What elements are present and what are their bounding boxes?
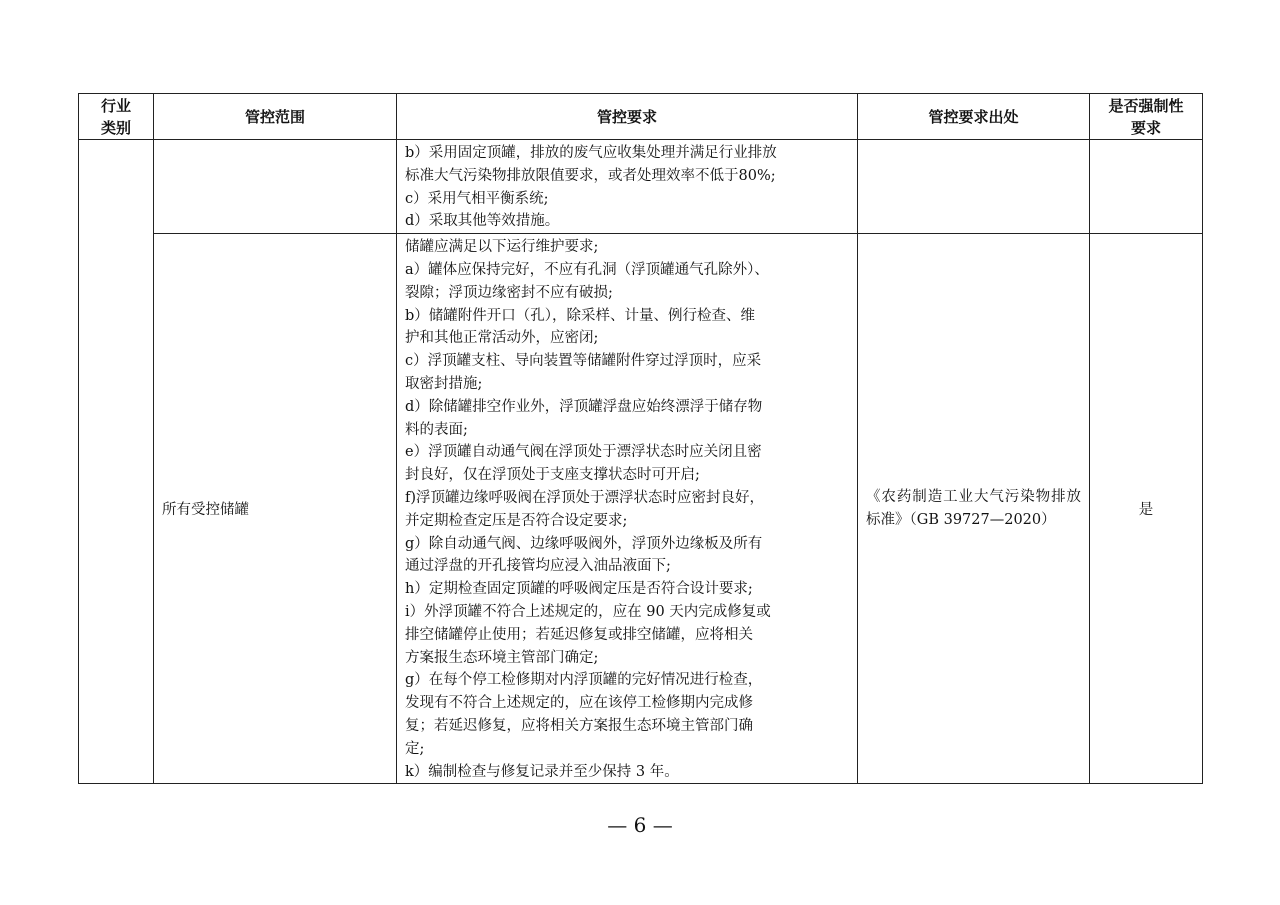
source-cell: 《农药制造工业大气污染物排放标准》（GB 39727—2020） xyxy=(858,234,1090,784)
requirement-line: b）储罐附件开口（孔），除采样、计量、例行检查、维 xyxy=(405,307,756,324)
requirement-line: 储罐应满足以下运行维护要求; xyxy=(405,239,599,256)
requirement-line: a）罐体应保持完好，不应有孔洞（浮顶罐通气孔除外）、 xyxy=(405,261,769,278)
requirement-line: i）外浮顶罐不符合上述规定的，应在 90 天内完成修复或 xyxy=(405,603,771,620)
requirement-line: 定; xyxy=(405,740,425,757)
header-row xyxy=(79,94,1203,140)
requirement-line: k）编制检查与修复记录并至少保持 3 年。 xyxy=(405,763,679,780)
source-cell xyxy=(858,140,1090,234)
header-industry: 行业 类别 xyxy=(79,94,154,140)
requirement-line: g）除自动通气阀、边缘呼吸阀外，浮顶外边缘板及所有 xyxy=(405,535,763,552)
header-requirement: 管控要求 xyxy=(397,94,858,140)
header-mandatory: 是否强制性 要求 xyxy=(1090,94,1203,140)
requirement-cell xyxy=(397,234,858,784)
requirement-line: h）定期检查固定顶罐的呼吸阀定压是否符合设计要求; xyxy=(405,581,753,598)
requirement-line: 发现有不符合上述规定的，应在该停工检修期内完成修 xyxy=(405,695,753,712)
requirement-line: 标准大气污染物排放限值要求，或者处理效率不低于80%; xyxy=(405,167,776,184)
requirement-line: g）在每个停工检修期对内浮顶罐的完好情况进行检查， xyxy=(405,672,763,689)
mandatory-cell: 是 xyxy=(1090,234,1203,784)
requirement-line: f)浮顶罐边缘呼吸阀在浮顶处于漂浮状态时应密封良好， xyxy=(405,489,765,506)
scope-cell xyxy=(154,140,397,234)
requirement-line: e）浮顶罐自动通气阀在浮顶处于漂浮状态时应关闭且密 xyxy=(405,444,762,461)
requirement-line: 取密封措施; xyxy=(405,375,483,392)
requirement-line: 排空储罐停止使用；若延迟修复或排空储罐，应将相关 xyxy=(405,626,753,643)
requirement-line: c）浮顶罐支柱、导向装置等储罐附件穿过浮顶时，应采 xyxy=(405,353,762,370)
requirement-line: 护和其他正常活动外，应密闭; xyxy=(405,330,599,347)
requirement-line: 封良好，仅在浮顶处于支座支撑状态时可开启; xyxy=(405,467,700,484)
requirement-line: 并定期检查定压是否符合设定要求; xyxy=(405,512,628,529)
header-scope: 管控范围 xyxy=(154,94,397,140)
mandatory-cell xyxy=(1090,140,1203,234)
requirement-line: d）除储罐排空作业外，浮顶罐浮盘应始终漂浮于储存物 xyxy=(405,398,763,415)
requirement-line: 复；若延迟修复，应将相关方案报生态环境主管部门确 xyxy=(405,717,753,734)
table-row xyxy=(79,234,1203,784)
requirement-line: c）采用气相平衡系统; xyxy=(405,190,549,207)
requirement-line: 方案报生态环境主管部门确定; xyxy=(405,649,599,666)
requirement-line: 通过浮盘的开孔接管均应浸入油品液面下; xyxy=(405,558,671,575)
requirement-line: b）采用固定顶罐，排放的废气应收集处理并满足行业排放 xyxy=(405,145,777,161)
industry-cell xyxy=(79,140,154,784)
requirement-line: 料的表面; xyxy=(405,421,468,438)
table-row xyxy=(79,140,1203,234)
page-number: — 6 — xyxy=(607,813,673,837)
requirement-cell xyxy=(397,140,858,234)
header-source: 管控要求出处 xyxy=(858,94,1090,140)
requirement-line: d）采取其他等效措施。 xyxy=(405,213,560,230)
requirement-line: 裂隙；浮顶边缘密封不应有破损; xyxy=(405,284,613,301)
regulation-table xyxy=(78,93,1203,784)
scope-cell: 所有受控储罐 xyxy=(154,234,397,784)
